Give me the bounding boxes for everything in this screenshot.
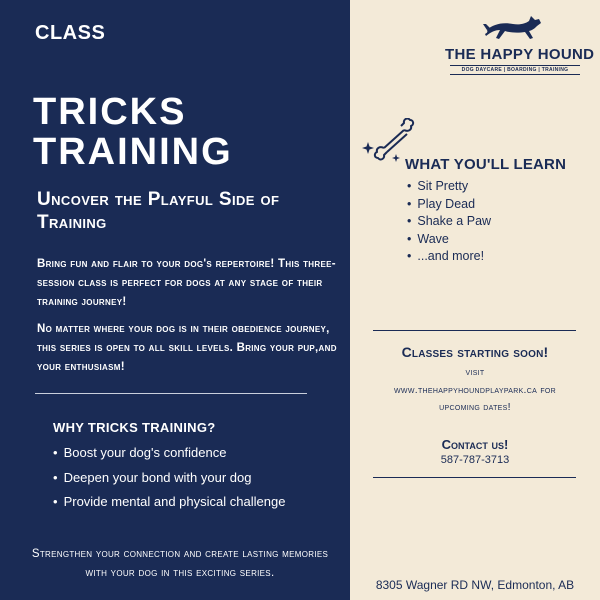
description-paragraph-1: Bring fun and flair to your dog's repertoire! This three-session class is perfect for dogs at any stage of their training journey! [37,258,336,308]
learn-item: • Sit Pretty [407,178,491,196]
subtitle: Uncover the Playful Side of Training [37,189,280,233]
closing-text: Strengthen your connection and create lasting memories with your dog in this exciting series. [31,548,329,579]
why-list [53,441,285,515]
class-label: CLASS [35,22,106,44]
learn-item: • Play Dead [407,196,491,214]
title-line-2: TRAINING [33,131,233,173]
why-heading: WHY TRICKS TRAINING? [53,420,216,435]
visit-line-1: visit [465,366,485,378]
website-link[interactable]: www.thehappyhoundplaypark.ca for [394,383,556,396]
dog-logo-icon [483,12,545,46]
phone-number[interactable]: 587-787-3713 [440,454,510,466]
address: 8305 Wagner RD NW, Edmonton, AB [375,578,575,592]
title-line-1: TRICKS [33,91,187,133]
visit-text [355,364,595,417]
right-panel [350,0,600,600]
page-title [33,92,233,172]
divider [373,330,576,331]
brand-name: THE HAPPY HOUND [445,46,595,63]
visit-line-3: upcoming dates! [439,401,511,413]
why-item: • Provide mental and physical challenge [53,490,285,515]
classes-starting-heading: Classes starting soon! [401,344,549,360]
learn-item: • ...and more! [407,248,491,266]
learn-list [407,178,491,266]
learn-item: • Wave [407,231,491,249]
learn-heading: WHAT YOU'LL LEARN [405,156,567,173]
divider [35,393,307,394]
sparkle-icon [362,142,374,154]
brand-logo [445,10,595,80]
why-item: • Boost your dog's confidence [53,441,285,466]
learn-item: • Shake a Paw [407,213,491,231]
contact-heading: Contact us! [441,437,509,452]
divider [373,477,576,478]
brand-tagline: DOG DAYCARE | BOARDING | TRAINING [450,65,580,75]
description-paragraph-2: No matter where your dog is in their obedience journey, this series is open to all skill levels. Bring your pup,and your enthusiasm! [37,323,337,373]
why-item: • Deepen your bond with your dog [53,466,285,491]
